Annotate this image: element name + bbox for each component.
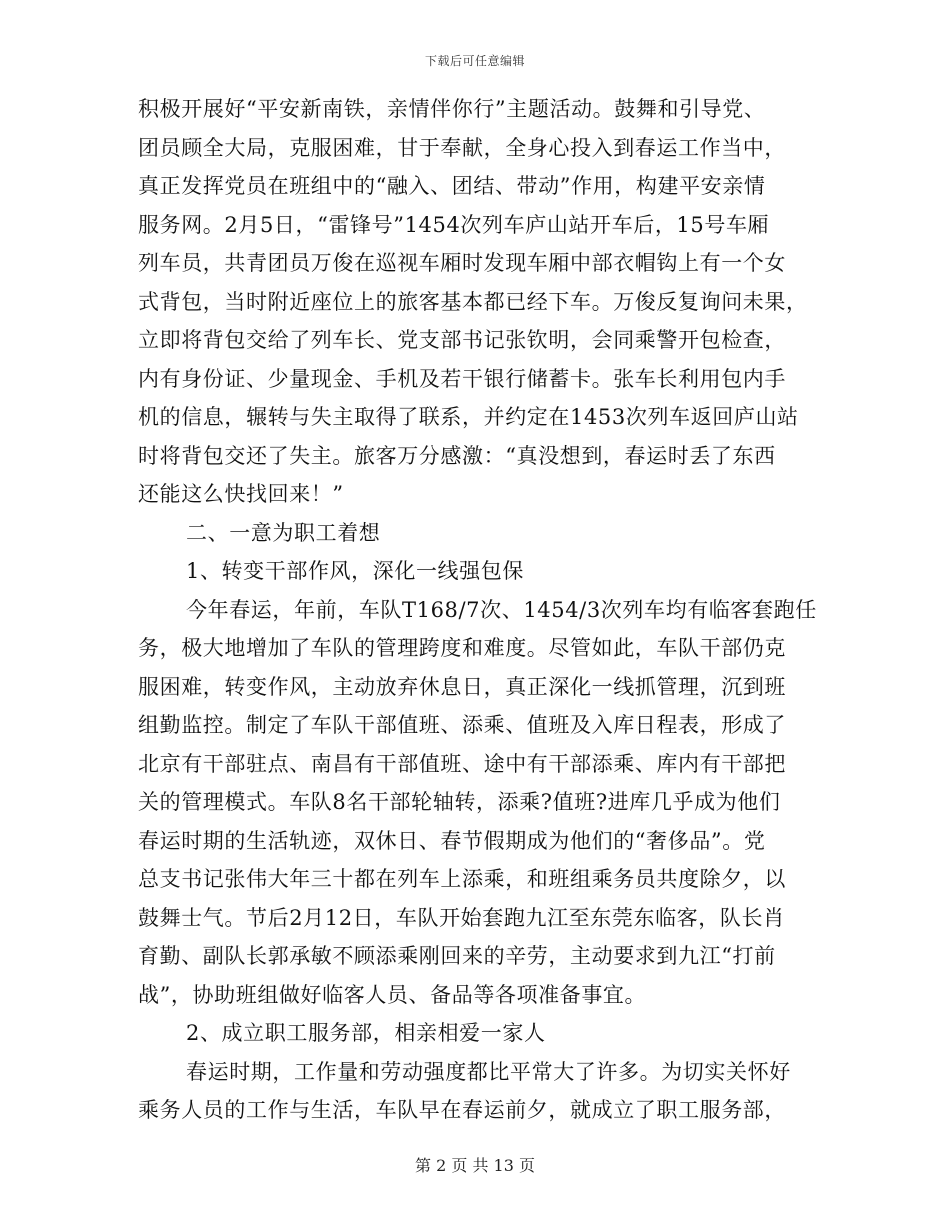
text-line: 立即将背包交给了列车长、党支部书记张钦明，会同乘警开包检查， bbox=[138, 328, 786, 352]
text-line: 组勤监控。制定了车队干部值班、添乘、值班及入库日程表，形成了 bbox=[138, 713, 786, 737]
text-line: 总支书记张伟大年三十都在列车上添乘，和班组乘务员共度除夕，以 bbox=[138, 867, 786, 891]
text-line: 鼓舞士气。节后2月12日，车队开始套跑九江至东莞东临客，队长肖 bbox=[138, 905, 785, 930]
text-line: 真正发挥党员在班组中的“融入、团结、带动”作用，构建平安亲情 bbox=[138, 174, 766, 198]
subsection-heading: 2、成立职工服务部，相亲相爱一家人 bbox=[186, 1021, 546, 1045]
text-line: 列车员，共青团员万俊在巡视车厢时发现车厢中部衣帽钩上有一个女 bbox=[138, 251, 786, 275]
text-line: 服困难，转变作风，主动放弃休息日，真正深化一线抓管理，沉到班 bbox=[138, 674, 786, 699]
text-line: 乘务人员的工作与生活，车队早在春运前夕，就成立了职工服务部， bbox=[138, 1098, 786, 1122]
text-line: 积极开展好“平安新南铁，亲情伴你行”主题活动。鼓舞和引导党、 bbox=[138, 97, 766, 121]
text-line: 务，极大地增加了车队的管理跨度和难度。尽管如此，车队干部仍克 bbox=[138, 636, 786, 660]
text-line: 机的信息，辗转与失主取得了联系，并约定在1453次列车返回庐山站 bbox=[138, 405, 799, 429]
subsection-heading: 1、转变干部作风，深化一线强包保 bbox=[186, 559, 524, 583]
text-line: 时将背包交还了失主。旅客万分感激：“真没想到，春运时丢了东西 bbox=[138, 443, 776, 468]
document-body bbox=[138, 90, 818, 1130]
text-line: 团员顾全大局，克服困难，甘于奉献，全身心投入到春运工作当中， bbox=[138, 135, 786, 160]
text-line: 育勤、副队长郭承敏不顾添乘刚回来的辛劳，主动要求到九江“打前 bbox=[138, 944, 776, 968]
text-line: 春运时期，工作量和劳动强度都比平常大了许多。为切实关怀好 bbox=[186, 1059, 791, 1084]
text-line: 关的管理模式。车队8名干部轮轴转，添乘?值班?进库几乎成为他们 bbox=[138, 790, 781, 814]
text-line: 战”，协助班组做好临客人员、备品等各项准备事宜。 bbox=[138, 982, 647, 1007]
text-line: 服务网。2月5日，“雷锋号”1454次列车庐山站开车后，15号车厢 bbox=[138, 212, 770, 237]
text-line: 内有身份证、少量现金、手机及若干银行储蓄卡。张车长利用包内手 bbox=[138, 366, 786, 391]
text-line: 式背包，当时附近座位上的旅客基本都已经下车。万俊反复询问未果， bbox=[138, 289, 808, 314]
section-heading: 二、一意为职工着想 bbox=[186, 520, 381, 545]
text-line: 春运时期的生活轨迹，双休日、春节假期成为他们的“奢侈品”。党 bbox=[138, 828, 766, 853]
page-header: 下载后可任意编辑 bbox=[424, 54, 525, 68]
text-line: 今年春运，年前，车队T168/7次、1454/3次列车均有临客套跑任 bbox=[186, 597, 817, 622]
text-line: 还能这么快找回来！” bbox=[138, 482, 344, 506]
text-line: 北京有干部驻点、南昌有干部值班、途中有干部添乘、库内有干部把 bbox=[138, 751, 786, 776]
page-footer: 第 2 页 共 13 页 bbox=[415, 1156, 535, 1175]
